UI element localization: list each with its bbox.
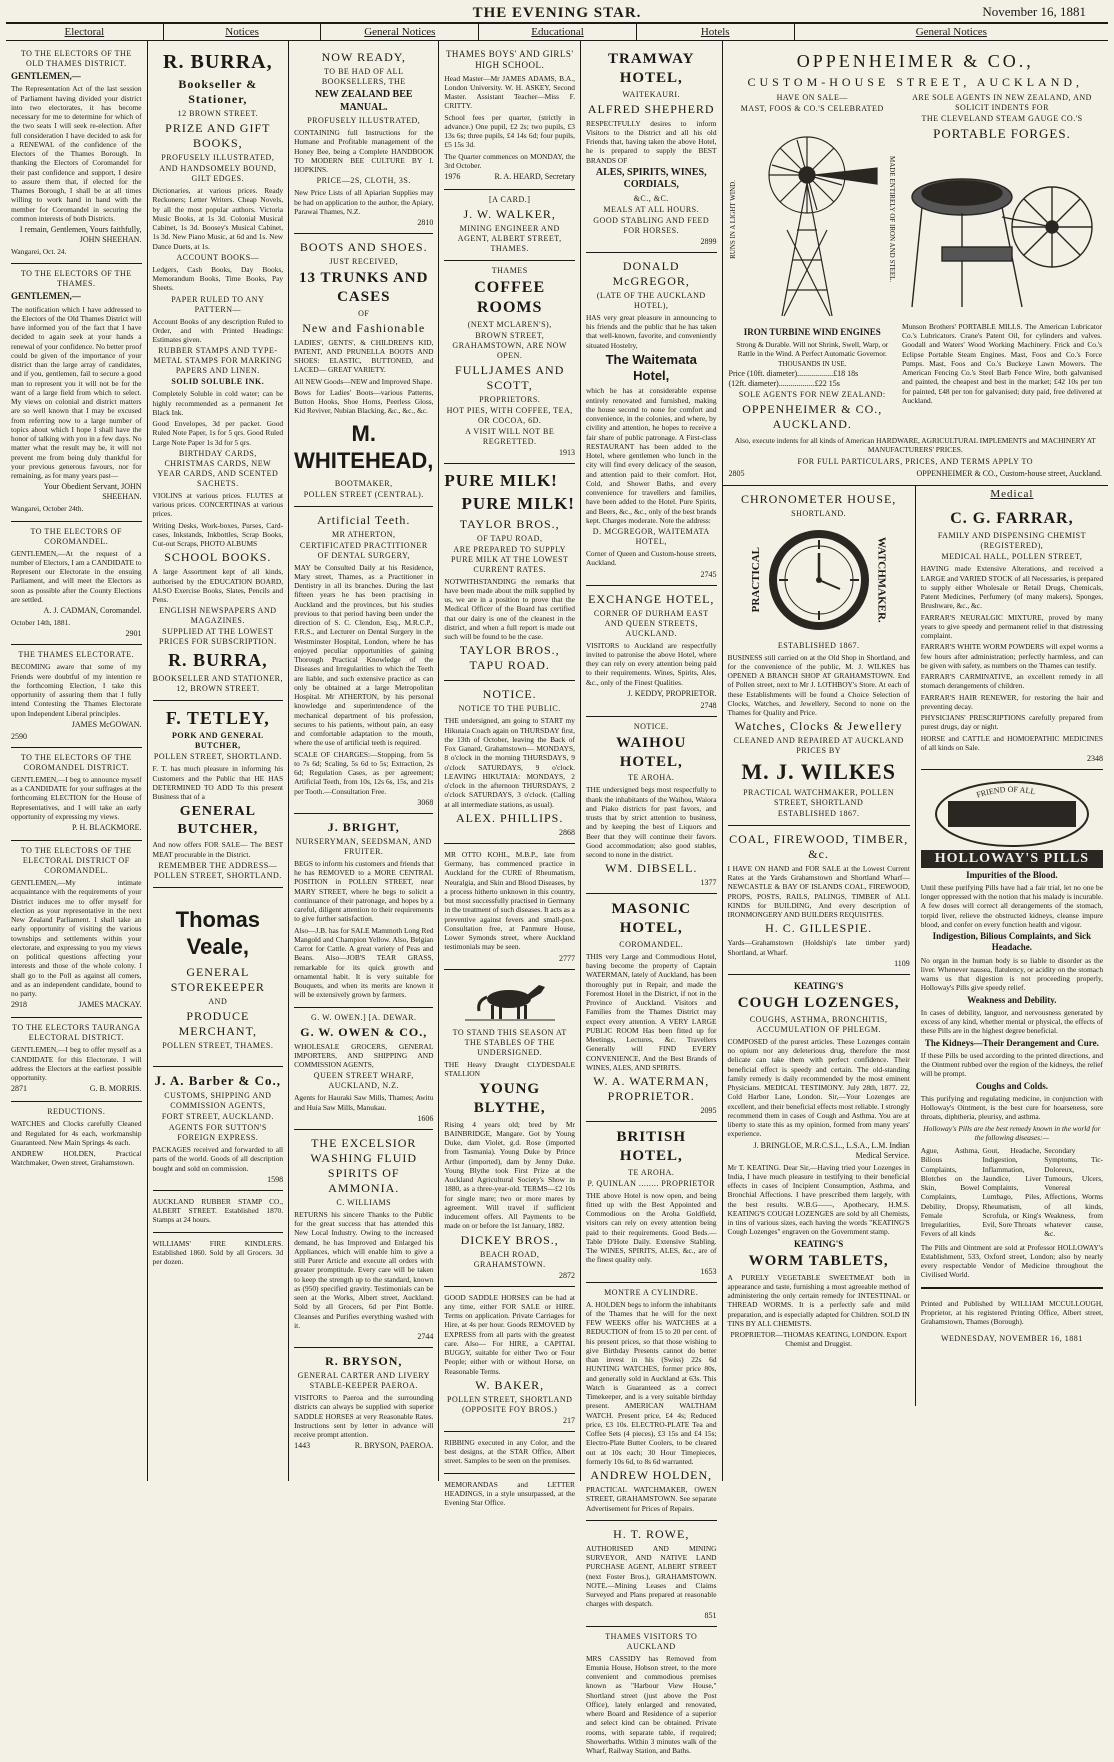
- column-electoral: [6, 41, 148, 1481]
- section-educational: Educational: [479, 24, 637, 40]
- column-general-notices-medical: OPPENHEIMER & CO., CUSTOM-HOUSE STREET, AUCKLAND, HAVE ON SALE— MAST, FOOS & CO.'S CELEBRATED RUNS IN A LIGHT WIND. MADE ENTIRELY OF IRON AND STEEL. IRON TURBINE WIND ENGINES Strong & Durable. Will not Shrink, Swell, Warp, or Rattle in the Wind. A Perfect Automatic Governor. THOUSANDS IN USE. Price (10ft. diameter)..................£18 18s (12ft. diameter)..................£22 15s SOLE AGENTS FOR NEW ZEALAND: OPPENHEIMER & CO., AUCKLAND. ARE SOLE AGENTS IN NEW ZEALAND, AND SOLICIT INDENTS FOR THE CLEVELAND STEAM GAUGE CO.'S PORTABLE FORGES. Munson Brothers' PORTABLE MILLS. The American Lubricator Co.'s Lubricators. Crane's Patent Oil, for cylinders and valves. Goodall and Waters' Wood Working Machinery. Frick and Co.'s Eclipse Portable Steam Engines. Mast, Foos and Co.'s Force Pumps. Mast, Foos and Co.'s Buckeye Lawn Mowers. The American Fencing Co.'s Steel Barb Fence Wire, both galvanised and painted, the cheapest and best in the market; £42 10s per ton for painted, £48 per ton for galvanised; duty paid, free delivered at Auckland. Also, execute indents for all kinds of American HARDWARE, AGRICULTURAL IMPLEMENTS and MACHINERY AT MANUFACTURERS' PRICES. FOR FULL PARTICULARS, PRICES, AND TERMS APPLY TO 2805 OPPENHEIMER & CO., Custom-house street, Auckland. CHRONOMETER HOUSE, SHORTLAND. PRACTICAL WATCHMAKER. ESTABLISHED 1867. BUSINESS still carried on at the Old Shop in Shortland, and for the convenience of the public, M. J. WILKES has OPENED A BRANCH SHOP AT GRAHAMSTOWN. End of Pollen street, next to Mr J. LOTHBOY's Store. At each of these Establishments will be found a Choice Selection of Clocks, Watches, and Jewellery, Second to none on the Thames for Quality and Price. Watches, Clocks & Jewellery CLEANED AND REPAIRED AT AUCKLAND PRICES BY M. J. WILKES PRACTICAL WATCHMAKER, POLLEN STREET, SHORTLAND ESTABLISHED 1867. COAL, FIREWOOD, TIMBER, &c. I HAVE ON HAND and FOR SALE at the Lowest Current Rates at the Yards Grahamstown and Shortland Wharf— NEWCASTLE & BAY OF ISLANDS COAL, FIREWOOD, PROPS, POSTS, RAILS, PALINGS, TIMBER of ALL KINDS for BUILDING, And every description of IRONMONGERY AND BUILDERS REQUISITES. H. C. GILLESPIE. Yards—Grahamstown (Holdship's late timber yard) Shortland, at Wharf. 1109 KEATING'S COUGH LOZENGES, COUGHS, ASTHMA, BRONCHITIS, ACCUMULATION OF PHLEGM. COMPOSED of the purest articles. These Lozenges contain no opium nor any deleterious drug, therefore the most delicate can take them with perfect confidence. Their beneficial effect is speedy and certain. The old-standing family remedy is daily recommended by the most eminent Physicians. MEDICAL TESTIMONY. July 28th, 1877. 22, Cold Harbor Lane, London. Sir,—Your Lozenges are excellent, and their beneficial effects most reliable. I strongly recommend them in cases of Cough and Asthma. You are at liberty to state this as my opinion, formed from many years' experience. J. BRINGLOE, M.R.C.S.L., L.S.A., L.M. Indian Medical Service. Mr T. KEATING. Dear Sir,—Having tried your Lozenges in India, I have much pleasure in testifying to their beneficial effects in cases of Incipient Consumption, Asthma, and Bronchial Affections. I have prescribed them largely, with the best results. W.B.G——, Apothecary, H.M.S. KEATING'S COUGH LOZENGES are sold by all Chemists, in tins of various sizes, each having the words "KEATING'S Cough Lozenges" engraven on the Government stamp. KEATING'S WORM TABLETS, A PURELY VEGETABLE SWEETMEAT both in appearance and taste, furnishing a most agreeable method of administering the only certain remedy for INTESTINAL or THREAD WORMS. It is a perfectly safe and mild preparation, and is especially adapted for Children. SOLD IN TINS BY ALL CHEMISTS. PROPRIETOR—THOMAS KEATING, LONDON. Export Chemist and Druggist. Medical C. G. FARRAR, FAMILY AND DISPENSING CHEMIST (REGISTERED), MEDICAL HALL, POLLEN STREET, HAVING made Extensive Alterations, and received a LARGE and VARIED STOCK of all Necessaries, is prepared to supply either Wholesale or Retail Drugs, Chemicals, Patent Medicines, Perfumery (of many makers), Sponges, Brushware, &c., &c. FARRAR'S NEURALGIC MIXTURE, proved by many years to give speedy and permanent relief in that distressing complaint. FARRAR'S WHITE WORM POWDERS will expel worms a few hours after administration; perfectly harmless, and can be given with safety, as numbers on the Thames can testify. FARRAR'S CARMINATIVE, an excellent remedy in all stomach derangements of children. FARRAR'S HAIR RENEWER, for restoring the hair and preventing decay. PHYSICIANS' PRESCRIPTIONS carefully prepared from purest drugs, day or night. HORSE and CATTLE and HOMOEPATHIC MEDICINES of all kinds on Sale. 2348 FRIEND OF ALL HOLLOWAY'S PILLS Impurities of the Blood. Until these purifying Pills have had a fair trial, let no one be longer oppressed with the notion that his malady is incurable. A few doses will correct all derangements of the stomach, torpid liver, relieve the obstructed kidneys, cleanse impure blood, and confer on every function health and vigour. Indigestion, Bilious Complaints, and Sick Headache. No organ in the human body is so liable to disorder as the liver. Whenever nausea, flatulency, or acidity on the stomach warns us that digestion is not proceeding properly, Holloway's Pills give speedy relief. Weakness and Debility. In cases of debility, languor, and nervousness generated by excess of any kind, whether mental or physical, the effects of these Pills are in the highest degree beneficial. The Kidneys—Their Derangement and Cure. If these Pills be used according to the printed directions, and the Ointment rubbed over the region of the kidneys, the relief will be prompt. Coughs and Colds. This purifying and regulating medicine, in conjunction with Holloway's Ointment, is the best cure for hoarseness, sore throats, diphtheria, pleurisy, and asthma. Holloway's Pills are the best remedy known in the world for the following diseases:— Ague, Asthma, Bilious Complaints, Blotches on the Skin, Bowel Complaints, Debility, Dropsy, Female Irregularities, Fevers of all kinds Gout, Headache, Indigestion, Inflammation, Jaundice, Liver Complaints, Lumbago, Piles, Rheumatism, Scrofula, or King's Evil, Sore Throats Secondary Symptoms, Tic-Doloreux, Tumours, Ulcers, Venereal Affections, Worms of all kinds, Weakness, from whatever cause, &c. The Pills and Ointment are sold at Professor HOLLOWAY's Establishment, 533, Oxford street, London; also by nearly every respectable Vendor of Medicine throughout the Civilised World. Printed and Published by WILLIAM MCCULLOUGH, Proprietor, at his registered Printing Office, Albert street, Grahamstown, Thames (Borough). WEDNESDAY, NOVEMBER 16, 1881: [723, 41, 1109, 1481]
- walker-card-ad: [A CARD.] J. W. WALKER, MINING ENGINEER AND AGENT, ALBERT STREET, THAMES.: [444, 190, 575, 261]
- section-electoral: Electoral: [6, 24, 164, 40]
- imprint: Printed and Published by WILLIAM MCCULLOUGH, Proprietor, at his registered Printing Office, Albert street, Grahamstown, Thames (Borough). WEDNESDAY, NOVEMBER 16, 1881: [921, 1287, 1103, 1345]
- holloway-seal-illustration: [921, 779, 1103, 849]
- section-hotels: Hotels: [637, 24, 795, 40]
- electoral-ad-sheehan-1: TO THE ELECTORS OF THE OLD THAMES DISTRICT. GENTLEMEN,— The Representation Act of the last session of Parliament having divided your district into two electorates, it has become necessary for me to determine for which of the two seats I will seek re-election. After full consideration I have decided to ask for a RENEWAL of the confidence of the Electors of the Thames Borough. In thanking the Electors of Coromandel for their past confidence and support, I desire to assure them that, if elected for the Thames Borough, I shall be at all times willing to work hand in hand with the member for Coromandel in securing the common interests of both Districts. I remain, Gentlemen, Yours faithfully, JOHN SHEEHAN. Wangarei, Oct. 24.: [11, 44, 142, 264]
- oppenheimer-ad: OPPENHEIMER & CO., CUSTOM-HOUSE STREET, AUCKLAND, HAVE ON SALE— MAST, FOOS & CO.'S CELEBRATED RUNS IN A LIGHT WIND. MADE ENTIRELY OF IRON AND STEEL. IRON TURBINE WIND ENGINES Strong & Durable. Will not Shrink, Swell, Warp, or Rattle in the Wind. A Perfect Automatic Governor. THOUSANDS IN USE. Price (10ft. diameter)..................£18 18s (12ft. diameter)..................£22 15s SOLE AGENTS FOR NEW ZEALAND: OPPENHEIMER & CO., AUCKLAND. ARE SOLE AGENTS IN NEW ZEALAND, AND SOLICIT INDENTS FOR THE CLEVELAND STEAM GAUGE CO.'S PORTABLE FORGES. Munson Brothers' PORTABLE MILLS. The American Lubricator Co.'s Lubricators. Crane's Patent Oil, for cylinders and valves. Goodall and Waters' Wood Working Machinery. Frick and Co.'s Eclipse Portable Steam Engines. Mast, Foos and Co.'s Force Pumps. Mast, Foos and Co.'s Buckeye Lawn Mowers. The American Fencing Co.'s Steel Barb Fence Wire, both galvanised and painted, the cheapest and best in the market; £42 10s per ton for painted, £48 per ton for galvanised; duty paid, free delivered at Auckland. Also, execute indents for all kinds of American HARDWARE, AGRICULTURAL IMPLEMENTS and MACHINERY AT MANUFACTURERS' PRICES. FOR FULL PARTICULARS, PRICES, AND TERMS APPLY TO 2805 OPPENHEIMER & CO., Custom-house street, Auckland.: [723, 44, 1109, 486]
- column-notices: [148, 41, 290, 1481]
- chronometer-house-ad: CHRONOMETER HOUSE, SHORTLAND. PRACTICAL WATCHMAKER. ESTABLISHED 1867. BUSINESS still carried on at the Old Shop in Shortland, and for the convenience of the public, M. J. WILKES has OPENED A BRANCH SHOP AT GRAHAMSTOWN. End of Pollen street, next to Mr J. LOTHBOY's Store. At each of these Establishments will be found a Choice Selection of Clocks, Watches, and Jewellery, Second to none on the Thames for Quality and Price. Watches, Clocks & Jewellery CLEANED AND REPAIRED AT AUCKLAND PRICES BY M. J. WILKES PRACTICAL WATCHMAKER, POLLEN STREET, SHORTLAND ESTABLISHED 1867.: [728, 486, 910, 826]
- fire-kindlers-ad: WILLIAMS' FIRE KINDLERS. Established 1860. Sold by all Grocers. 3d per dozen.: [153, 1233, 284, 1274]
- farrar-chemist-ad: C. G. FARRAR, FAMILY AND DISPENSING CHEMIST (REGISTERED), MEDICAL HALL, POLLEN STREET, HAVING made Extensive Alterations, and received a LARGE and VARIED STOCK of all Necessaries, is prepared to supply either Wholesale or Retail Drugs, Chemicals, Patent Medicines, Perfumery (of many makers), Sponges, Brushware, &c., &c. FARRAR'S NEURALGIC MIXTURE, proved by many years to give speedy and permanent relief in that distressing complaint. FARRAR'S WHITE WORM POWDERS will expel worms a few hours after administration; perfectly harmless, and can be given with safety, as numbers on the Thames can testify. FARRAR'S CARMINATIVE, an excellent remedy in all stomach derangements of children. FARRAR'S HAIR RENEWER, for restoring the hair and preventing decay. PHYSICIANS' PRESCRIPTIONS carefully prepared from purest drugs, day or night. HORSE and CATTLE and HOMOEPATHIC MEDICINES of all kinds on Sale. 2348: [921, 503, 1103, 770]
- artificial-teeth-ad: Artificial Teeth. MR ATHERTON, CERTIFICATED PRACTITIONER OF DENTAL SURGERY, MAY be Consulted Daily at his Residence, Mary street, Thames, as a Practitioner in Dentistry in all its branches. During the last fifteen years he has been practising in Auckland and the provinces, but his studies previous to that period having been under the direction of S. C. Clendon, Esq., M.R.C.P., F.R.S., and Lecturer on Dental Surgery in the Westminster Hospital, London, where he has enjoyed peculiar opportunities of gaining Thorough Practical Knowledge of the Diseases and Irregularities to which the Teeth are liable, and such extensive practice as can only be obtained at a large Metropolitan Hospital. Mr ATHERTON, by his personal knowledge and superintendence of the mechanical department of his profession, secures to his patients, without pain, an easy and comfortable adaptation to the mouth, where the use of artificial teeth is required. SCALE OF CHARGES:—Stopping, from 5s to 7s 6d; Scaling, 5s 6d to 5s; Extraction, 2s 6d; Regulation Cases, as per agreement; Artificial Teeth, from 10s, 12s 6s, 15s, and 21s per Tooth.—Consultation Free. 3068: [294, 507, 433, 814]
- veale-ad: Thomas Veale, GENERAL STOREKEEPER AND PRODUCE MERCHANT, POLLEN STREET, THAMES.: [153, 888, 284, 1067]
- otto-kohl-ad: MR OTTO KOHL, M.B.P., late from Germany, has commenced practice in Auckland for the CURE of Rheumatism, Neuralgia, and Skin and Blood Diseases, by a process hitherto unknown in this country, but most successfully practised in Germany in the treatment of such diseases. It acts as a preventive against fevers and small-pox. Consultation free, at Panmure House, Lower Symonds street, where Auckland testimonials may be seen. 2777: [444, 844, 575, 970]
- ribbing-ad: RIBBING executed in any Color, and the best designs, at the STAR Office, Albert street. Samples to be seen on the premises.: [444, 1432, 575, 1474]
- section-notices: Notices: [164, 24, 322, 40]
- high-school-ad: THAMES BOYS' AND GIRLS' HIGH SCHOOL. Head Master—Mr JAMES ADAMS, B.A., London University. W. H. ASKEY, Second Master. Assistant Teacher—Miss F. CRITTY. School fees per quarter, (strictly in advance.) One pupil, £2 2s; two pupils, £3 13s 6s; three pupils, £4 14s 6d; four pupils, £5 15s 3d. The Quarter commences on MONDAY, the 3rd October. 1976 R. A. HEARD, Secretary: [444, 44, 575, 190]
- excelsior-washing-fluid-ad: THE EXCELSIOR WASHING FLUID SPIRITS OF AMMONIA. C. WILLIAMS RETURNS his sincere Thanks to the Public for the great success that has attended this New Local Industry. Owing to the increased demand, he has Improved and Enlarged his Appliances, which will enable him to give a still Purer Article and execute all orders with greater promptitude. Every care will be taken to keep the strength up to the standard, known as (950) specified gravity. Testimonials can be seen at the Works, Albert street, Auckland. Sold by all Grocers, 6d per Pint Bottle. Cleanses and Purifies everything washed with it. 2744: [294, 1130, 433, 1348]
- electoral-ad-blackmore: TO THE ELECTORS OF THE COROMANDEL DISTRICT. GENTLEMEN,—I beg to announce myself as a CANDIDATE for your suffrages at the forthcoming ELECTION for the House of Representatives, and I will take an early opportunity of expressing my views. P. H. BLACKMORE.: [11, 748, 142, 841]
- section-headers: [6, 24, 1108, 41]
- columns: [6, 41, 1108, 1481]
- bryson-livery-ad: R. BRYSON, GENERAL CARTER AND LIVERY STABLE-KEEPER PAEROA. VISITORS to Paeroa and the surrounding districts can always be supplied with superior SADDLE HORSES at very Reasonable Rates. Instructions sent by letter in advance will receive prompt attention. 1443 R. BRYSON, PAEROA.: [294, 1348, 433, 1458]
- section-general-notices-2: General Notices: [795, 24, 1108, 40]
- boots-shoes-ad: BOOTS AND SHOES. JUST RECEIVED, 13 TRUNKS AND CASES OF New and Fashionable LADIES', GENTS', & CHILDREN'S KID, PATENT, AND PRUNELLA BOOTS AND SHOES: ELASTIC, BUTTONED, and LACED— GREAT VARIETY. All NEW Goods—NEW and Improved Shape. Bows for Ladies' Boots—various Patterns, Button Hooks, Shoe Horns, Peerless Gloss, Kid Reviver, Nubian Blacking, &c., &c., &c. M. WHITEHEAD, BOOTMAKER, POLLEN STREET (CENTRAL).: [294, 234, 433, 507]
- owen-grocers-ad: G. W. OWEN.] [A. DEWAR. G. W. OWEN & CO., WHOLESALE GROCERS, GENERAL IMPORTERS, AND SHIPPING AND COMMISSION AGENTS, QUEEN STREET WHARF, AUCKLAND, N.Z. Agents for Hauraki Saw Mills, Thames; Awitu and Huia Saw Mills, Manukau. 1606: [294, 1008, 433, 1130]
- column-hotels: [581, 41, 723, 1481]
- rowe-surveyor-ad: H. T. ROWE, AUTHORISED AND MINING SURVEYOR, AND NATIVE LAND PURCHASE AGENT, ALBERT STREET (next Foster Bros.), GRAHAMSTOWN. NOTE.—Mining Leases and Claims Surveyed and Plans prepared at reasonable charges with despatch. 851: [586, 1521, 717, 1627]
- tramway-hotel-ad: TRAMWAY HOTEL, WAITEKAURI. ALFRED SHEPHERD RESPECTFULLY desires to inform Visitors to the District and all his old Friends that, having taken the above Hotel, he is prepared to supply the BEST BRANDS OF ALES, SPIRITS, WINES, CORDIALS, &C., &C. MEALS AT ALL HOURS. GOOD STABLING AND FEED FOR HORSES. 2899: [586, 44, 717, 253]
- svg-text:FRIEND OF ALL: FRIEND OF ALL: [975, 785, 1036, 800]
- windmill-illustration: [737, 120, 887, 320]
- waihou-hotel-ad: NOTICE. WAIHOU HOTEL, TE AROHA. THE undersigned begs most respectfully to thank the inhabitants of the Waihou, Waiora and Piako districts for past favors, and trusts that by strict attention to business, and by keeping the best of Liquors and Beer that they will continue their favors. Good accommodation; also good stables, second to none in the district. WM. DIBSELL. 1377: [586, 717, 717, 895]
- column-educational: [439, 41, 581, 1481]
- stallion-ad: TO STAND THIS SEASON AT THE STABLES OF THE UNDERSIGNED. THE Heavy Draught CLYDESDALE STALLION YOUNG BLYTHE, Rising 4 years old; bred by Mr BAINBRIDGE, Mangare. Got by Young Duke, dam Violet, g.d. Rose (imported from Tasmania). Young Duke by Prince Arthur (imported), dam by Jenny Duke. Young Blythe took First Prize at the Auckland Agricultural Society's Show in 1880, as a three-year-old. TERMS—£2 10s for single mare; two or more mares by agreement. Will travel if sufficient inducement offers. All Payments to be made on or before the 1st January, 1882. DICKEY BROS., BEACH ROAD, GRAHAMSTOWN. 2872: [444, 970, 575, 1287]
- cassidy-boarding-ad: THAMES VISITORS TO AUCKLAND MRS CASSIDY has Removed from Emunia House, Hobson street, to the more convenient and commodious premises known as "Harbour View House," Shortland street (just above the Post Office), lately enlarged and renovated, where Board and Residence of a superior and select kind can be obtained. Private rooms, with separate table, if required; Showerbaths. Within 3 minutes walk of the Wharf, Railway Station, and Baths.: [586, 1627, 717, 1762]
- issue-date: November 16, 1881: [982, 4, 1086, 20]
- holloways-pills-ad: FRIEND OF ALL HOLLOWAY'S PILLS Impurities of the Blood. Until these purifying Pills have had a fair trial, let no one be longer oppressed with the notion that his malady is incurable. A few doses will correct all derangements of the stomach, torpid liver, relieve the obstructed kidneys, cleanse impure blood, and confer on every function health and vigour. Indigestion, Bilious Complaints, and Sick Headache. No organ in the human body is so liable to disorder as the liver. Whenever nausea, flatulency, or acidity on the stomach warns us that digestion is not proceeding properly, Holloway's Pills give speedy relief. Weakness and Debility. In cases of debility, languor, and nervousness generated by excess of any kind, whether mental or physical, the effects of these Pills are in the highest degree beneficial. The Kidneys—Their Derangement and Cure. If these Pills be used according to the printed directions, and the Ointment rubbed over the region of the kidneys, the relief will be prompt. Coughs and Colds. This purifying and regulating medicine, in conjunction with Holloway's Ointment, is the best cure for hoarseness, sore throats, diphtheria, pleurisy, and asthma. Holloway's Pills are the best remedy known in the world for the following diseases:— Ague, Asthma, Bilious Complaints, Blotches on the Skin, Bowel Complaints, Debility, Dropsy, Female Irregularities, Fevers of all kinds Gout, Headache, Indigestion, Inflammation, Jaundice, Liver Complaints, Lumbago, Piles, Rheumatism, Scrofula, or King's Evil, Sore Throats Secondary Symptoms, Tic-Doloreux, Tumours, Ulcers, Venereal Affections, Worms of all kinds, Weakness, from whatever cause, &c. The Pills and Ointment are sold at Professor HOLLOWAY's Establishment, 533, Oxford street, London; also by nearly every respectable Vendor of Medicine throughout the Civilised World.: [921, 770, 1103, 1287]
- waitemata-hotel-ad: DONALD McGREGOR, (LATE OF THE AUCKLAND HOTEL), HAS very great pleasure in announcing to his friends and the public that he has taken that well-known, favorite, and conveniently situated Hostelry, The Waitemata Hotel, which he has at considerable expense entirely renovated and furnished, making the house second to none for comfort and convenience, in the colonies, and where, by civility and attention, he hopes to receive a fair share of public patronage. A First-class RESTAURANT has been added to the Hotel, where gentlemen who lunch in the city will find every delicacy of the season, and attention paid to their comfort. Hot, Cold, and Shower Baths, and every convenience for travellers and families, have been added to the Hotel. Pure Spirits, and Beers, &c., &c., only of the best brands kept. Charges moderate. Note the address: D. MCGREGOR, WAITEMATA HOTEL, Corner of Queen and Custom-house streets, Auckland. 2745: [586, 253, 717, 586]
- saddle-horses-ad: GOOD SADDLE HORSES can be had at any time, either FOR SALE or HIRE. Terms on application. Private Carriages for Hire, at 4s per hour. Goods REMOVED by EXPRESS from all parts with the greatest care. Also— For HIRE, a CAPITAL BUGGY, suitable for either Two or Four People; either with or without Horse, on Reasonable Terms. W. BAKER, POLLEN STREET, SHORTLAND (OPPOSITE FOY BROS.) 217: [444, 1287, 575, 1432]
- british-hotel-ad: BRITISH HOTEL, TE AROHA. P. QUINLAN ........ PROPRIETOR THE above Hotel is now open, and being fitted up with the Best Appointed and Commodious on the Aroha Goldfield, visitors can rely on every attention being paid to their requirements. Good Beds.—Table D'Hote Daily. Extensive Stabling. The WINES, SPIRITS, ALES, &c., are of the finest quality only. 1653: [586, 1122, 717, 1283]
- horse-illustration: [444, 979, 575, 1023]
- electoral-ad-sheehan-2: TO THE ELECTORS OF THE THAMES. GENTLEMEN,— The notification which I have addressed to the Electors of the Old Thames District will have informed you of the fact that I have decided to again seek at your hands a renewal of your confidence. No better proof could be given of the importance of your district than the large array of candidates, and if you, gentlemen, fail to secure a good man to represent you it will not be for the want of a large field from which to select. My views on colonial and district matters are so well known that I may be excused from referring now to a large number of topics about which I hope I shall have the honor of talking with you in a few days. No matter what the result may be, it will not prevent me from being duly thankful for your previous generous favours, nor for remaining, as for many years past— Your Obedient Servant, JOHN SHEEHAN. Wangarei, October 24th.: [11, 264, 142, 521]
- electoral-ad-mcgowan: THE THAMES ELECTORATE. BECOMING aware that some of my Friends were doubtful of my intention re the forthcoming Election, I take this opportunity of assuring them that I fully intend Contesting the Thames Electorate upon Independent Liberal principles. JAMES McGOWAN. 2590: [11, 645, 142, 748]
- rubber-stamp-ad: AUCKLAND RUBBER STAMP CO., ALBERT STREET. Established 1870. Stamps at 24 hours.: [153, 1191, 284, 1233]
- bright-nurseryman-ad: J. BRIGHT, NURSERYMAN, SEEDSMAN, AND FRUITER. BEGS to inform his customers and friends that he has REMOVED to a MORE CENTRAL POSITION in POLLEN STREET, near MARY STREET, where he begs to solicit a continuance of their patronage, and hopes by a careful, diligent attention to their requirements to give further satisfaction. Also—J.B. has for SALE Mammoth Long Red Mangold and Champion Yellow. Also, Belgian Carrot for Cattle. A great variety of Peas and Beans. Also—JOB'S TEAR GRASS, remarkable for its quick growth and ornamental habit. It is very suitable for Bouquets, and when its merits are known it will be extensively grown by farmers.: [294, 814, 433, 1008]
- newspaper-title: THE EVENING STAR.: [473, 5, 642, 22]
- keatings-ad: KEATING'S COUGH LOZENGES, COUGHS, ASTHMA, BRONCHITIS, ACCUMULATION OF PHLEGM. COMPOSED of the purest articles. These Lozenges contain no opium nor any deleterious drug, therefore the most delicate can take them with perfect confidence. Their beneficial effect is speedy and certain. The old-standing family remedy is daily recommended by the most eminent Physicians. MEDICAL TESTIMONY. July 28th, 1877. 22, Cold Harbor Lane, London. Sir,—Your Lozenges are excellent, and their beneficial effects most reliable. I strongly recommend them in cases of Cough and Asthma. You are at liberty to state this as my opinion, formed from many years' experience. J. BRINGLOE, M.R.C.S.L., L.S.A., L.M. Indian Medical Service. Mr T. KEATING. Dear Sir,—Having tried your Lozenges in India, I have much pleasure in testifying to their beneficial effects in cases of Incipient Consumption, Asthma, and Bronchial Affections. I have prescribed them largely, with the best results. W.B.G——, Apothecary, H.M.S. KEATING'S COUGH LOZENGES are sold by all Chemists, in tins of various sizes, each having the words "KEATING'S Cough Lozenges" engraven on the Government stamp. KEATING'S WORM TABLETS, A PURELY VEGETABLE SWEETMEAT both in appearance and taste, furnishing a most agreeable method of administering the only certain remedy for INTESTINAL or THREAD WORMS. It is a perfectly safe and mild preparation, and is especially adapted for Children. SOLD IN TINS BY ALL CHEMISTS. PROPRIETOR—THOMAS KEATING, LONDON. Export Chemist and Druggist.: [728, 975, 910, 1356]
- burra-ad: R. BURRA, Bookseller & Stationer, 12 BROWN STREET. PRIZE AND GIFT BOOKS, PROFUSELY ILLUSTRATED, AND HANDSOMELY BOUND, GILT EDGES. Dictionaries, at various prices. Ready Reckoners; Letter Writers. Cheap Novels, by all the most popular authors. Victoria Music Books, at 1s 3d. Colonial Musical Cabinet, 1s 3d. Boosey's Musical Cabinet, 1s 3d. New Piano Music, at 6d and 1s. New Dance Duets, at 1s. ACCOUNT BOOKS— Ledgers, Cash Books, Day Books, Memorandum Books, Time Books, Pay Sheets. PAPER RULED TO ANY PATTERN— Account Books of any description Ruled to Order, and with Printed Headings: Estimates given. RUBBER STAMPS AND TYPE-METAL STAMPS FOR MARKING PAPERS AND LINEN. SOLID SOLUBLE INK. Completely Soluble in cold water; can be highly recommended as a permanent Jet Black Ink. Good Envelopes, 3d per packet. Good Ruled Note Paper, 1s for 5 qrs. Good Ruled Large Note Paper 1s 3d for 5 qrs. BIRTHDAY CARDS, CHRISTMAS CARDS, NEW YEAR CARDS, AND SCENTED SACHETS. VIOLINS at various prices. FLUTES at various prices. CONCERTINAS at various prices. Writing Desks, Work-boxes, Purses, Card-cases, Inkstands, Inkbottles, Scrap Books, Cut-out Scraps, PHOTO ALBUMS SCHOOL BOOKS. A large Assortment kept of all kinds, authorised by the EDUCATION BOARD, ALSO Exercise Books, Slates, Pencils and Pens. ENGLISH NEWSPAPERS AND MAGAZINES. SUPPLIED AT THE LOWEST PRICES FOR SUBSCRIPTION. R. BURRA, BOOKSELLER AND STATIONER, 12, BROWN STREET.: [153, 44, 284, 701]
- electoral-ad-cadman: TO THE ELECTORS OF COROMANDEL. GENTLEMEN,—At the request of a number of Electors, I am a CANDIDATE to Represent our Electorate in the ensuing Parliament, and will meet the Electors as soon as possible after the County Elections are settled. A. J. CADMAN, Coromandel. October 14th, 1881. 2901: [11, 522, 142, 646]
- coal-firewood-ad: COAL, FIREWOOD, TIMBER, &c. I HAVE ON HAND and FOR SALE at the Lowest Current Rates at the Yards Grahamstown and Shortland Wharf— NEWCASTLE & BAY OF ISLANDS COAL, FIREWOOD, PROPS, POSTS, RAILS, PALINGS, TIMBER of ALL KINDS for BUILDING, And every description of IRONMONGERY AND BUILDERS REQUISITES. H. C. GILLESPIE. Yards—Grahamstown (Holdship's late timber yard) Shortland, at Wharf. 1109: [728, 826, 910, 975]
- exchange-hotel-ad: EXCHANGE HOTEL, CORNER OF DURHAM EAST AND QUEEN STREETS, AUCKLAND. VISITORS to Auckland are respectfully invited to patronise the above Hotel, where they can rely on every attention being paid to their requirements. Wines, Spirits, Ales, &c., only of the Finest Qualities. J. KEDDY, PROPRIETOR. 2748: [586, 586, 717, 717]
- coach-notice-ad: NOTICE. NOTICE TO THE PUBLIC. THE undersigned, am going to START my Hikutaia Coach again on THURSDAY first, the 13th of October, leaving the Back of Fox Ganard, Grahamstown— MONDAYS, 8 o'clock in the morning THURSDAYS, 9 o'clock SATURDAYS, 9 o'clock. LEAVING HIKUTAIA: MONDAYS, 2 o'clock in the afternoon THURSDAYS, 2 o'clock SATURDAYS, 3 o'clock. (Calling at all intermediate stations, as usual). ALEX. PHILLIPS. 2868: [444, 681, 575, 844]
- electoral-ad-morris: TO THE ELECTORS TAURANGA ELECTORAL DISTRICT. GENTLEMEN,—I beg to offer myself as a CANDIDATE for this Electorate. I will address the Electors at the earliest possible opportunity. 2871 G. B. MORRIS.: [11, 1018, 142, 1102]
- reductions-ad: REDUCTIONS. WATCHES and Clocks carefully Cleaned and Regulated for 4s each, workmanship Guaranteed. New Main Springs 4s each. ANDREW HOLDEN, Practical Watchmaker, Owen street, Grahamstown.: [11, 1102, 142, 1174]
- barber-ad: J. A. Barber & Co., CUSTOMS, SHIPPING AND COMMISSION AGENTS, FORT STREET, AUCKLAND. AGENTS FOR SUTTON'S FOREIGN EXPRESS. PACKAGES received and forwarded to all parts of the world. Goods of all description bought and sold on commission. 1598: [153, 1067, 284, 1191]
- electoral-ad-mackay: TO THE ELECTORS OF THE ELECTORAL DISTRICT OF COROMANDEL. GENTLEMEN,—My intimate acquaintance with the requirements of your District induces me to offer myself for election as your representative in the next New Zealand Parliament. I shall take an early opportunity of visiting the various townships and settlements within your electorate, and expressing to you my views on political questions affecting your interests and those of the whole colony. I shall go to the Poll as against all comers, and as an independent candidate, bound to no party. 2918 JAMES MACKAY.: [11, 841, 142, 1018]
- masonic-hotel-ad: MASONIC HOTEL, COROMANDEL. THIS very Large and Commodious Hotel, having become the property of Captain WATERMAN, lately of Auckland, has been thoroughly put in Repair, and made the Foremost Hotel in the District, if not in the Province of Auckland. Visitors and Families from the Thames District may expect every attention. A VERY LARGE PUBLIC ROOM Has been fitted up for Meetings, Lectures, &c. Travellers Generally will FIND EVERY CONVENIENCE, And the Best Brands of WINES, ALES, AND SPIRITS. W. A. WATERMAN, PROPRIETOR. 2095: [586, 894, 717, 1122]
- tetley-ad: F. TETLEY, PORK AND GENERAL BUTCHER, POLLEN STREET, SHORTLAND. F. T. has much pleasure in informing his Customers and the Public that HE HAS DETERMINED TO ADD To this present Business that of a GENERAL BUTCHER, And now offers FOR SALE— The BEST MEAT procurable in the District. REMEMBER THE ADDRESS— POLLEN STREET, SHORTLAND.: [153, 701, 284, 888]
- masthead: [6, 0, 1108, 24]
- bee-manual-ad: NOW READY, TO BE HAD OF ALL BOOKSELLERS, THE NEW ZEALAND BEE MANUAL. PROFUSELY ILLUSTRATED, CONTAINING full Instructions for the Humane and Profitable management of the Honey Bee, being a Complete HANDBOOK TO MODERN BEE CULTURE BY I. HOPKINS. PRICE—2S, CLOTH, 3S. New Price Lists of all Apiarian Supplies may be had on application to the author, the Apiary, Parawai Thames, N.Z. 2810: [294, 44, 433, 234]
- letterheads-ad: MEMORANDAS and LETTER HEADINGS, in a style unsurpassed, at the Evening Star Office.: [444, 1474, 575, 1515]
- pure-milk-ad: PURE MILK! PURE MILK! TAYLOR BROS., OF TAPU ROAD, ARE PREPARED TO SUPPLY PURE MILK AT THE LOWEST CURRENT RATES. NOTWITHSTANDING the remarks that have been made about the milk supplied by us, we are in a position to prove that the Medical Officer of the Board has certified that our dairy is one of the cleanest in the district, and when a full report is made out such will be found to be the case. TAYLOR BROS., TAPU ROAD.: [444, 464, 575, 681]
- coffee-rooms-ad: THAMES COFFEE ROOMS (NEXT MCLAREN'S), BROWN STREET, GRAHAMSTOWN, ARE NOW OPEN. FULLJAMES AND SCOTT, PROPRIETORS. HOT PIES, WITH COFFEE, TEA, OR COCOA, 6D. A VISIT WILL NOT BE REGRETTED. 1913: [444, 261, 575, 464]
- column-general-notices: [289, 41, 439, 1481]
- portable-forge-illustration: [902, 147, 1102, 317]
- clock-illustration: [764, 525, 874, 635]
- section-general-notices: General Notices: [321, 24, 479, 40]
- holden-watches-ad: MONTRE A CYLINDRE. A. HOLDEN begs to inform the inhabitants of the Thames that he will for the next FEW WEEKS offer his WATCHES at a REDUCTION of from 15 to 20 per cent. of his present prices, so that those wishing to give Birthday Presents cannot do better than invest in his (Swiss) 22s 6d HUNTING WATCHES, former price 80s, and generally sold in Auckland at 63s. This Watch is Guaranteed as a correct Timekeeper, and is a very suitable birthday present. AMERICAN WALTHAM WATCH. Present price, £4 4s; Reduced price, £3 10s. ELECTRO-PLATE Tea and Coffee Sets (4 pieces), £3 15s and £4 15s; Electro-Plate Butter Coolers, to be cleared out at 10s each; 30 Hour Timepieces, formerly 10s 6d, to 8s 6d warranted. ANDREW HOLDEN, PRACTICAL WATCHMAKER, OWEN STREET, GRAHAMSTOWN. See separate Advertisement for Prices of Repairs.: [586, 1283, 717, 1521]
